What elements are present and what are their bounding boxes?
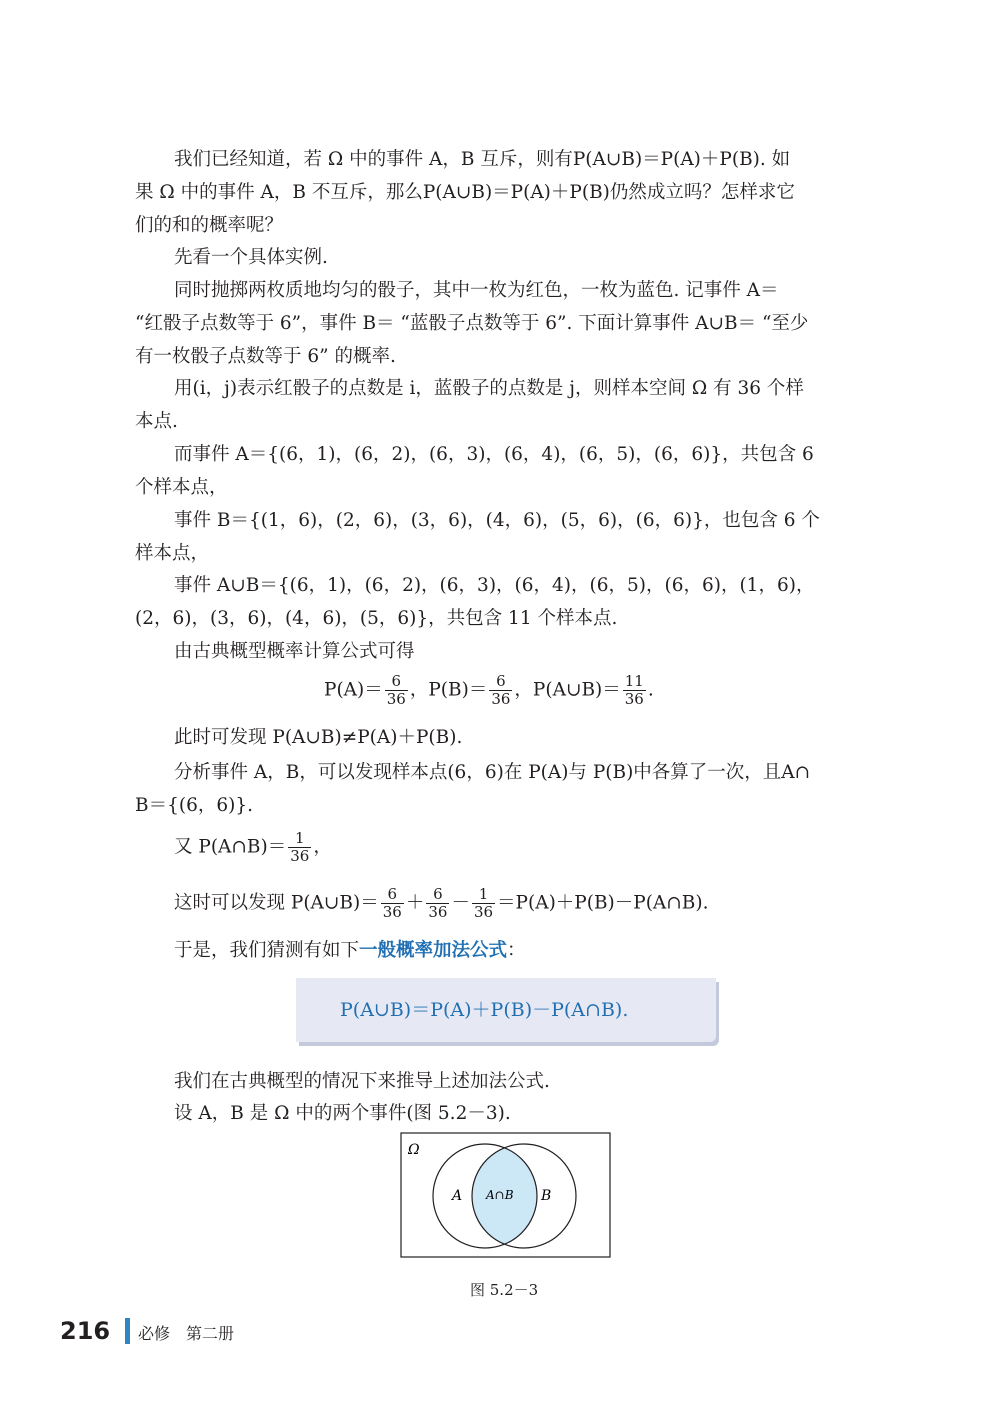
text-line: 事件 B＝{(1，6)，(2，6)，(3，6)，(4，6)，(5，6)，(6，6)}，也包含 6 个 xyxy=(174,510,820,531)
text-line: 此时可发现 P(A∪B)≠P(A)＋P(B). xyxy=(174,727,463,748)
omega-label: Ω xyxy=(408,1142,420,1158)
text-line: 事件 A∪B＝{(6，1)，(6，2)，(6，3)，(6，4)，(6，5)，(6，6)，(1，6)， xyxy=(174,575,815,596)
text-line: 同时抛掷两枚质地均匀的骰子，其中一枚为红色，一枚为蓝色. 记事件 A＝ xyxy=(174,280,779,301)
formula-sep: ，P(B)＝ xyxy=(409,679,488,701)
text-line: 本点. xyxy=(135,411,178,432)
text-line: 由古典概型概率计算公式可得 xyxy=(174,641,415,662)
text-span: ， xyxy=(313,836,332,858)
fraction-numerator: 6 xyxy=(381,886,404,904)
fraction-denominator: 36 xyxy=(491,690,511,708)
fraction-numerator: 6 xyxy=(489,673,512,691)
text-span: 又 P(A∩B)＝ xyxy=(174,836,287,858)
fraction xyxy=(623,673,646,708)
text-line: 个样本点， xyxy=(135,477,228,498)
general-addition-formula: P(A∪B)＝P(A)＋P(B)－P(A∩B). xyxy=(340,999,629,1021)
text-span: ＝P(A)＋P(B)－P(A∩B). xyxy=(497,892,709,914)
fraction xyxy=(426,886,449,921)
label-b: B xyxy=(541,1188,552,1204)
minus-sign: － xyxy=(451,892,470,914)
fraction-numerator: 1 xyxy=(472,886,495,904)
book-title: 必修 第二册 xyxy=(138,1324,235,1343)
figure-caption: 图 5.2－3 xyxy=(470,1281,539,1299)
fraction-denominator: 36 xyxy=(624,690,644,708)
formula-sep: ，P(A∪B)＝ xyxy=(514,679,621,701)
fraction xyxy=(385,673,408,708)
text-line: 先看一个具体实例. xyxy=(174,247,328,268)
fraction-numerator: 1 xyxy=(288,830,311,848)
highlight-term: 一般概率加法公式 xyxy=(359,940,508,961)
text-span: ： xyxy=(507,940,526,961)
label-a: A xyxy=(452,1188,463,1204)
text-line xyxy=(174,934,526,967)
text-line: 我们已经知道，若 Ω 中的事件 A，B 互斥，则有P(A∪B)＝P(A)＋P(B). 如 xyxy=(174,149,791,170)
fraction-denominator: 36 xyxy=(386,690,406,708)
plus-sign: ＋ xyxy=(405,892,425,914)
label-intersection: A∩B xyxy=(486,1188,514,1202)
text-line: 们的和的概率呢？ xyxy=(135,215,284,236)
text-line: 有一枚骰子点数等于 6” 的概率. xyxy=(135,346,396,367)
fraction-denominator: 36 xyxy=(473,903,494,921)
text-line: 我们在古典概型的情况下来推导上述加法公式. xyxy=(174,1071,550,1092)
fraction xyxy=(381,886,404,921)
text-line xyxy=(174,830,332,865)
text-line: 果 Ω 中的事件 A，B 不互斥，那么P(A∪B)＝P(A)＋P(B)仍然成立吗？怎样求它 xyxy=(135,182,795,203)
text-line: 分析事件 A，B，可以发现样本点(6，6)在 P(A)与 P(B)中各算了一次，且A∩ xyxy=(174,762,811,783)
fraction-numerator: 11 xyxy=(624,672,644,690)
fraction xyxy=(288,830,311,865)
page-number: 216 xyxy=(60,1317,111,1345)
probability-formula xyxy=(324,673,654,708)
text-line: 设 A，B 是 Ω 中的两个事件(图 5.2－3). xyxy=(174,1103,511,1124)
fraction-numerator: 6 xyxy=(426,886,449,904)
text-line: 而事件 A＝{(6，1)，(6，2)，(6，3)，(6，4)，(6，5)，(6，6)}，共包含 6 xyxy=(174,444,814,465)
text-line xyxy=(174,886,709,921)
text-line: 样本点， xyxy=(135,543,210,564)
text-line: B＝{(6，6)}. xyxy=(135,795,253,816)
text-line: (2，6)，(3，6)，(4，6)，(5，6)}，共包含 11 个样本点. xyxy=(135,608,618,629)
text-line: “红骰子点数等于 6”，事件 B＝ “蓝骰子点数等于 6”. 下面计算事件 A∪B＝ “至少 xyxy=(135,313,809,334)
text-line: 用(i，j)表示红骰子的点数是 i，蓝骰子的点数是 j，则样本空间 Ω 有 36 个样 xyxy=(174,378,804,399)
formula-pa: P(A)＝ xyxy=(324,679,383,701)
footer-accent-bar xyxy=(125,1318,130,1344)
fraction-denominator: 36 xyxy=(290,847,310,865)
fraction-denominator: 36 xyxy=(382,903,402,921)
venn-diagram xyxy=(400,1132,612,1260)
formula-end: . xyxy=(647,679,654,701)
fraction-numerator: 6 xyxy=(385,673,408,691)
text-span: 于是，我们猜测有如下 xyxy=(174,940,360,961)
fraction xyxy=(472,886,495,921)
text-span: 这时可以发现 P(A∪B)＝ xyxy=(174,892,379,914)
fraction-denominator: 36 xyxy=(428,903,448,921)
fraction xyxy=(489,673,512,708)
